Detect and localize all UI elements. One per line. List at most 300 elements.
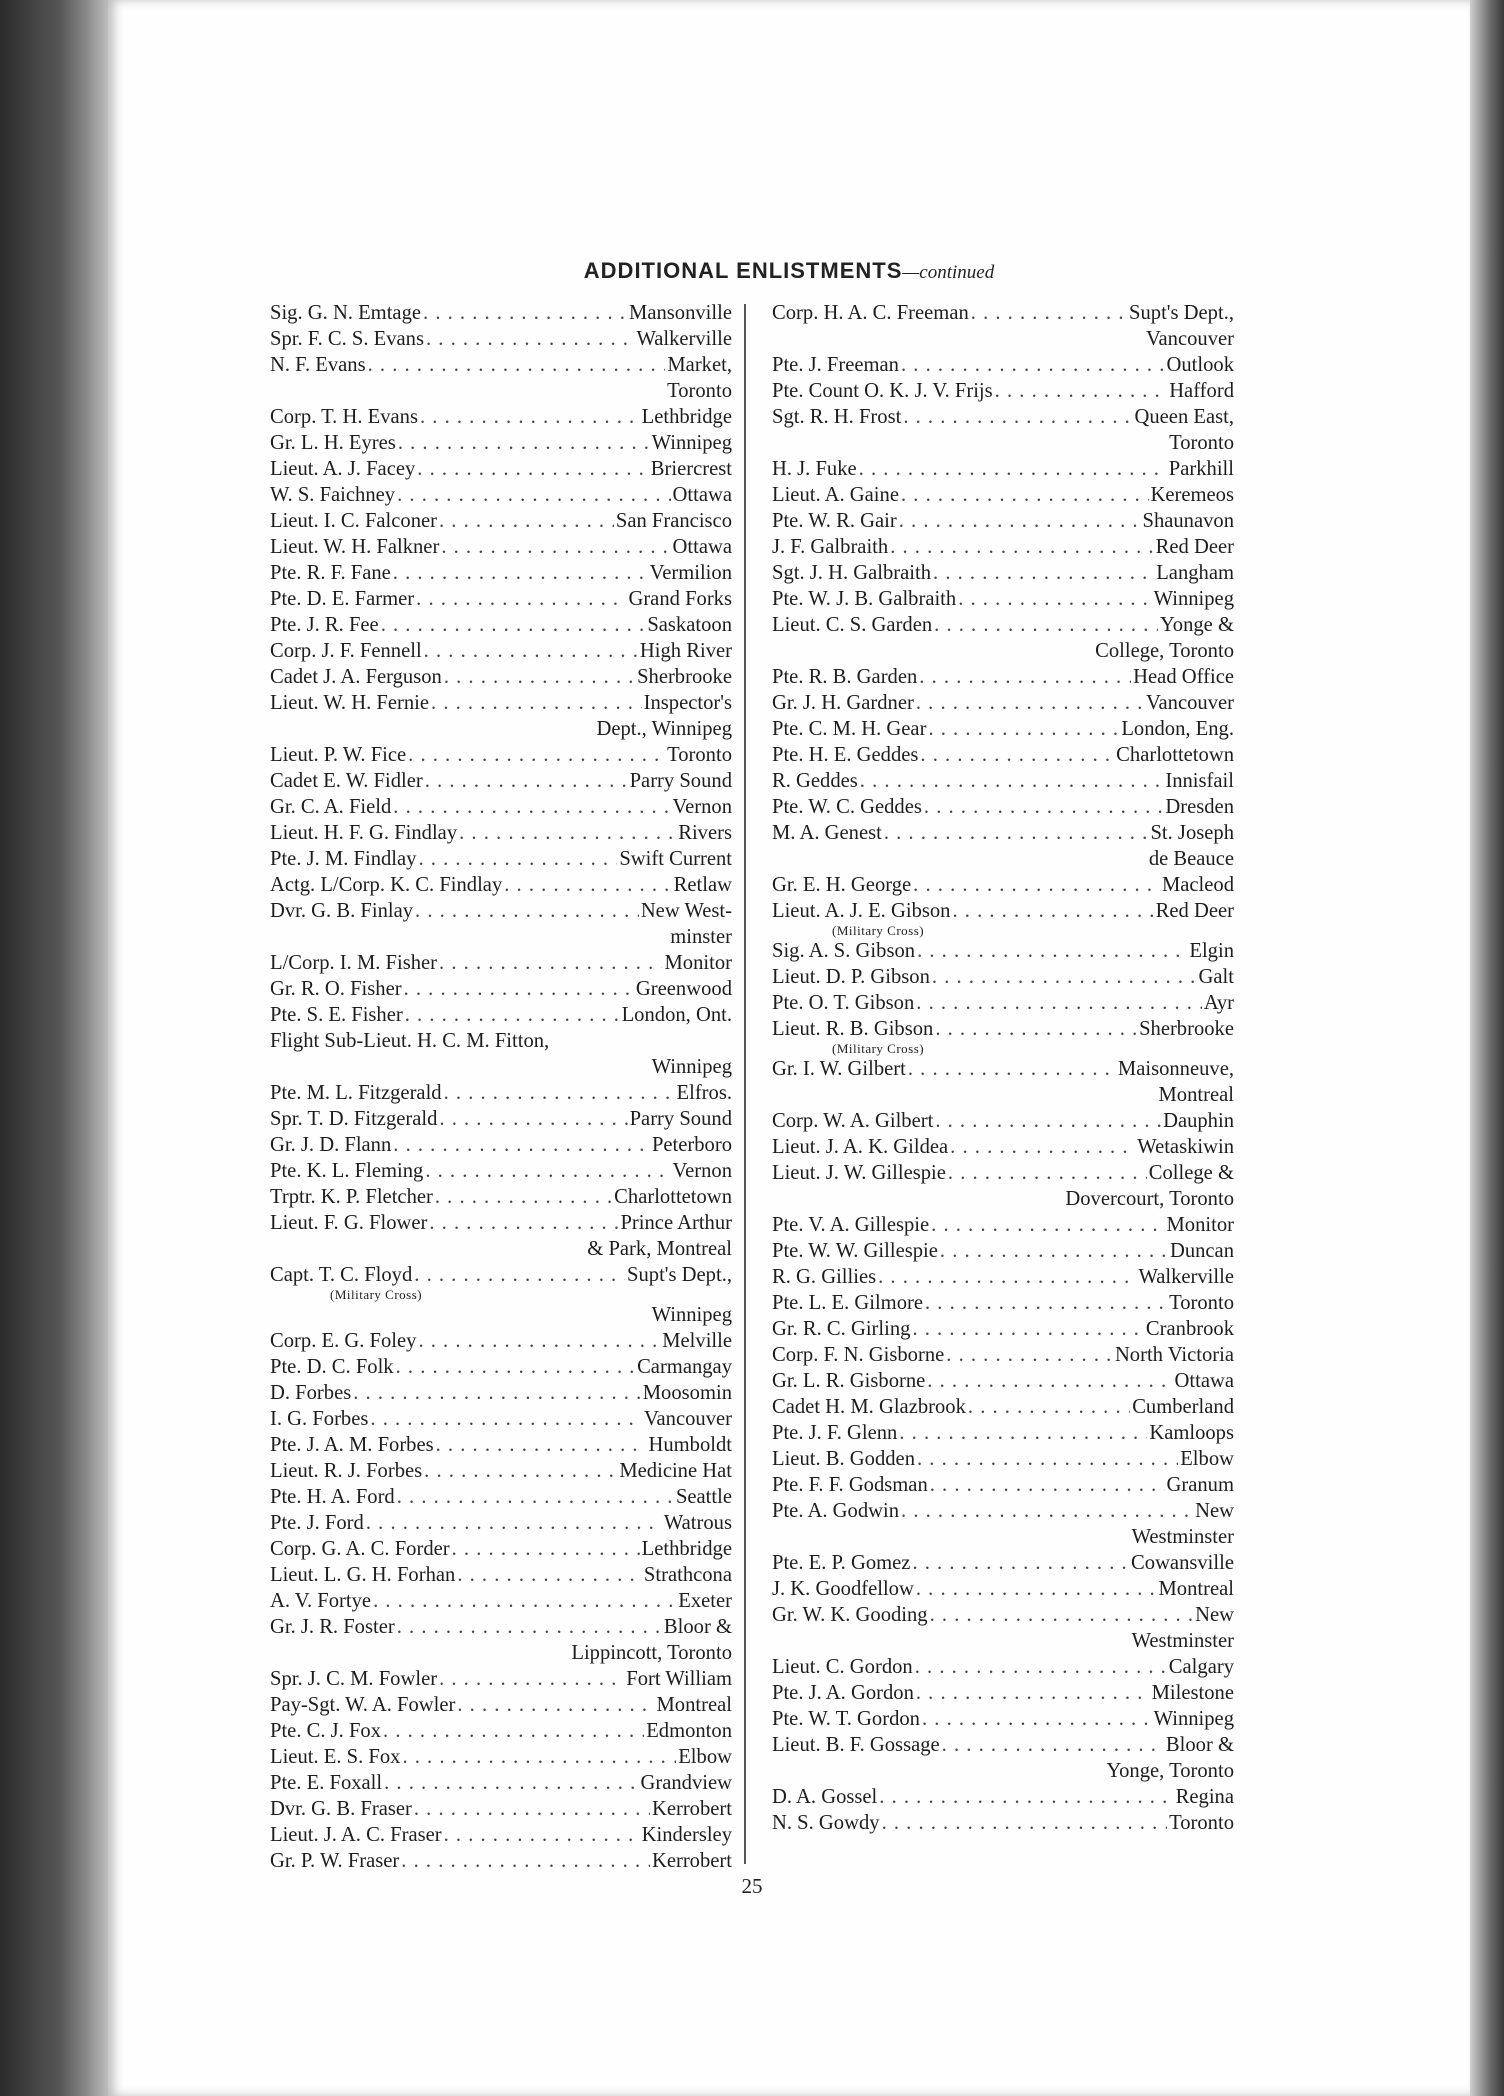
entry-name: Pte. J. A. Gordon [772,1682,914,1704]
leader-dots [420,404,640,430]
entry-name: Lieut. C. S. Garden [772,614,933,636]
entry-name: Lieut. A. Gaine [772,484,899,506]
entry-name: Lieut. B. Godden [772,1448,915,1470]
entry-location: Monitor [664,952,732,974]
entry-location: Greenwood [635,978,732,1000]
entry-row [270,794,732,820]
leader-dots [353,1380,641,1406]
entry-location: Queen East, [1134,406,1234,428]
entry-location: Outlook [1166,354,1234,376]
leader-dots [935,1108,1161,1134]
enlistment-entry [270,1718,732,1744]
entry-row [772,508,1234,534]
enlistment-entry [270,1158,732,1184]
leader-dots [404,976,634,1002]
entry-name: Corp. F. N. Gisborne [772,1344,945,1366]
leader-dots [417,456,649,482]
entry-name: R. Geddes [772,770,858,792]
entry-location: Melville [662,1330,732,1352]
enlistment-entry [270,872,732,898]
entry-row [772,898,1234,924]
entry-name: Pte. D. C. Folk [270,1356,394,1378]
entry-row [772,716,1234,742]
entry-location: Innisfail [1165,770,1234,792]
entry-location: Shaunavon [1142,510,1234,532]
entry-name: Sig. A. S. Gibson [772,940,916,962]
entry-name: Cadet E. W. Fidler [270,770,423,792]
enlistment-entry [270,1184,732,1210]
entry-location: New [1195,1500,1234,1522]
entry-name: Actg. L/Corp. K. C. Findlay [270,874,503,896]
entry-row [270,534,732,560]
entry-location-continuation: Winnipeg [651,1056,732,1078]
entry-name: Trptr. K. P. Fletcher [270,1186,433,1208]
entry-row [772,768,1234,794]
enlistment-entry [772,1368,1234,1394]
entry-row [772,1238,1234,1264]
entry-location-continuation: Westminster [1131,1526,1234,1548]
entry-row [270,1666,732,1692]
entry-name: H. J. Fuke [772,458,857,480]
leader-dots [436,1432,647,1458]
entry-name: D. A. Gossel [772,1786,878,1808]
entry-name: Pte. C. M. H. Gear [772,718,927,740]
entry-name: Cadet J. A. Ferguson [270,666,442,688]
entry-row [772,1498,1234,1524]
entry-name: Pte. C. J. Fox [270,1720,382,1742]
entry-location: Elbow [1180,1448,1234,1470]
entry-location-continuation: Lippincott, Toronto [571,1642,732,1664]
entry-location: Calgary [1168,1656,1234,1678]
leader-dots [439,950,662,976]
entry-row [270,846,732,872]
enlistment-entry [772,1550,1234,1576]
entry-row [270,768,732,794]
entry-row [772,1446,1234,1472]
entry-location: Yonge & [1159,614,1234,636]
enlistment-entry [270,638,732,664]
entry-name: Pte. H. A. Ford [270,1486,395,1508]
entry-row [772,300,1234,326]
leader-dots [457,1692,654,1718]
enlistment-entry [270,820,732,846]
enlistment-entry [772,300,1234,352]
leader-dots [879,1784,1173,1810]
entry-location: Swift Current [619,848,732,870]
entry-row [772,964,1234,990]
entry-name: Gr. R. O. Fisher [270,978,402,1000]
leader-dots [932,964,1197,990]
entry-name: Lieut. R. B. Gibson [772,1018,934,1040]
enlistment-entry [270,1354,732,1380]
entry-row [270,560,732,586]
entry-row [772,872,1234,898]
entry-location: Vernon [672,796,732,818]
enlistment-entry [270,1432,732,1458]
leader-dots [426,326,634,352]
enlistment-entry [772,560,1234,586]
entry-location: College & [1148,1162,1234,1184]
entry-location: Red Deer [1155,900,1234,922]
entry-row [772,664,1234,690]
enlistment-entry [270,1796,732,1822]
enlistment-entry [270,1822,732,1848]
entry-location-continuation: & Park, Montreal [587,1238,732,1260]
leader-dots [930,1602,1194,1628]
entry-row [270,1536,732,1562]
entry-location: Sherbrooke [637,666,732,688]
entry-row [270,1080,732,1106]
enlistment-entry [772,1238,1234,1264]
entry-row [772,1602,1234,1628]
entry-location: New West- [640,900,732,922]
leader-dots [917,938,1187,964]
entry-name: Pte. J. M. Findlay [270,848,417,870]
entry-name: Pte. O. T. Gibson [772,992,915,1014]
page-right-edge [1470,0,1504,2096]
entry-row [772,1290,1234,1316]
entry-row [772,1654,1234,1680]
leader-dots [444,1822,640,1848]
entry-name: J. K. Goodfellow [772,1578,914,1600]
entry-name: Lieut. F. G. Flower [270,1212,428,1234]
entry-row [270,1484,732,1510]
enlistment-entry [270,950,732,976]
book-binding-edge [0,0,108,2096]
entry-row [270,690,732,716]
entry-row [270,482,732,508]
entry-location-continuation: Toronto [667,380,732,402]
enlistment-entry [270,482,732,508]
entry-row [772,1368,1234,1394]
enlistment-entry [772,742,1234,768]
leader-dots [415,898,639,924]
entry-location: Kerrobert [651,1798,732,1820]
entry-location-continuation: Yonge, Toronto [1106,1760,1234,1782]
enlistment-entry [772,534,1234,560]
enlistment-entry [270,508,732,534]
entry-name: Gr. I. W. Gilbert [772,1058,906,1080]
enlistment-entry [270,456,732,482]
enlistment-entry [772,1342,1234,1368]
entry-row [270,976,732,1002]
entry-name: Pte. K. L. Fleming [270,1160,424,1182]
entry-location: Vernon [672,1160,732,1182]
leader-dots [971,300,1127,326]
entry-name: Pte. L. E. Gilmore [772,1292,923,1314]
leader-dots [899,508,1141,534]
entry-row [772,1108,1234,1134]
leader-dots [968,1394,1130,1420]
entry-award-note: (Military Cross) [832,923,925,938]
entry-name: I. G. Forbes [270,1408,369,1430]
entry-row [772,794,1234,820]
enlistment-entry [270,1080,732,1106]
entry-row [772,378,1234,404]
entry-row [270,1614,732,1640]
entry-name: Cadet H. M. Glazbrook [772,1396,966,1418]
entry-row [772,1784,1234,1810]
entry-location: Lethbridge [641,1538,732,1560]
entry-location-continuation: College, Toronto [1095,640,1234,662]
leader-dots [429,1210,618,1236]
leader-dots [435,1184,612,1210]
leader-dots [439,1106,627,1132]
entry-name: Lieut. P. W. Fice [270,744,407,766]
entry-name: Sig. G. N. Emtage [270,302,422,324]
leader-dots [393,794,670,820]
entry-row [270,1718,732,1744]
entry-row [270,1458,732,1484]
entry-row [270,352,732,378]
entry-name: Gr. E. H. George [772,874,912,896]
entry-name: N. S. Gowdy [772,1812,880,1834]
entry-row [270,612,732,638]
enlistment-entry [270,1484,732,1510]
enlistment-entry [772,1472,1234,1498]
leader-dots [931,1212,1164,1238]
entry-location: Ottawa [672,484,732,506]
entry-row [270,1796,732,1822]
entry-location: St. Joseph [1150,822,1234,844]
entry-location: Elgin [1189,940,1234,962]
leader-dots [935,1016,1137,1042]
entry-name: Dvr. G. B. Finlay [270,900,414,922]
entry-row [772,482,1234,508]
entry-row [270,1770,732,1796]
enlistment-entry [772,1394,1234,1420]
entry-row [270,1028,732,1054]
entry-location: Bloor & [1165,1734,1234,1756]
entry-location: Humboldt [648,1434,732,1456]
entry-name: Pte. W. W. Gillespie [772,1240,938,1262]
entry-location: Kamloops [1149,1422,1234,1444]
leader-dots [901,352,1165,378]
leader-dots [366,1510,662,1536]
entry-name: Pte. J. Freeman [772,354,899,376]
entry-name: Gr. W. K. Gooding [772,1604,928,1626]
entry-location: Rivers [678,822,732,844]
entry-row [270,1744,732,1770]
entry-location-continuation: Dept., Winnipeg [596,718,732,740]
entry-row [772,1420,1234,1446]
leader-dots [920,742,1114,768]
enlistment-entry [270,1210,732,1262]
enlistment-entry [270,1692,732,1718]
enlistment-entry [772,1446,1234,1472]
leader-dots [878,1264,1136,1290]
enlistment-entry [772,1290,1234,1316]
entry-name: Corp. W. A. Gilbert [772,1110,934,1132]
entry-name: R. G. Gillies [772,1266,877,1288]
leader-dots [397,1614,662,1640]
enlistment-entry [270,1562,732,1588]
enlistment-entry [772,482,1234,508]
entry-row [270,1406,732,1432]
entry-row [772,1810,1234,1836]
enlistment-entry [772,1706,1234,1732]
entry-location: Charlottetown [614,1186,732,1208]
enlistment-entry [270,1458,732,1484]
leader-dots [383,1718,644,1744]
enlistment-entry [772,938,1234,964]
leader-dots [402,1744,676,1770]
entry-location: Duncan [1169,1240,1234,1262]
entry-row [270,820,732,846]
enlistment-entry [270,1588,732,1614]
leader-dots [457,1562,642,1588]
entry-location: North Victoria [1114,1344,1234,1366]
entry-name: L/Corp. I. M. Fisher [270,952,438,974]
entry-row [270,1588,732,1614]
entry-location: Regina [1175,1786,1234,1808]
entry-name: Lieut. A. J. Facey [270,458,416,480]
leader-dots [952,898,1153,924]
entry-row [270,742,732,768]
leader-dots [916,1680,1150,1706]
enlistment-entry [270,1536,732,1562]
entry-row [772,990,1234,1016]
entry-row [270,300,732,326]
entry-name: Gr. R. C. Girling [772,1318,911,1340]
enlistment-entry [772,990,1234,1016]
entry-name: Pte. V. A. Gillespie [772,1214,930,1236]
entry-name: Lieut. J. W. Gillespie [772,1162,946,1184]
leader-dots [908,1056,1116,1082]
entry-location: Peterboro [651,1134,732,1156]
entry-location: Vancouver [1145,692,1234,714]
entry-row [772,1706,1234,1732]
entry-row [772,1576,1234,1602]
entry-row [772,586,1234,612]
entry-row [772,1680,1234,1706]
enlistment-entry [270,326,732,352]
entry-location: Montreal [1158,1578,1234,1600]
entry-location: Kerrobert [651,1850,732,1872]
enlistment-entry [270,976,732,1002]
leader-dots [424,1458,617,1484]
entry-location: Edmonton [646,1720,732,1742]
leader-dots [922,1706,1152,1732]
entry-row [772,1342,1234,1368]
leader-dots [416,586,626,612]
page-number: 25 [741,1874,763,1898]
entry-row [772,404,1234,430]
leader-dots [899,1420,1147,1446]
entry-row [772,1550,1234,1576]
entry-location: Dresden [1165,796,1234,818]
right-column [772,300,1234,1836]
enlistment-entry [772,612,1234,664]
enlistment-entry [270,1406,732,1432]
leader-dots [408,742,665,768]
entry-location: Exeter [678,1590,732,1612]
leader-dots [942,1732,1164,1758]
enlistment-entry [772,1680,1234,1706]
entry-location-continuation: Dovercourt, Toronto [1065,1188,1234,1210]
enlistment-entry [270,1106,732,1132]
leader-dots [946,1342,1113,1368]
entry-name: Lieut. A. J. E. Gibson [772,900,951,922]
entry-name: Sgt. J. H. Galbraith [772,562,932,584]
entry-name: Pte. E. P. Gomez [772,1552,911,1574]
entry-location: Seattle [675,1486,732,1508]
entry-location: Winnipeg [1153,588,1234,610]
entry-row [772,534,1234,560]
leader-dots [950,1134,1135,1160]
enlistment-entry [772,1784,1234,1810]
enlistment-entry [270,586,732,612]
entry-location: Mansonville [629,302,732,324]
enlistment-entry [270,1666,732,1692]
entry-name: Corp. J. F. Fennell [270,640,422,662]
entry-name: Pte. W. T. Gordon [772,1708,920,1730]
entry-row [772,690,1234,716]
entry-row [270,1432,732,1458]
entry-name: Lieut. D. P. Gibson [772,966,930,988]
enlistment-entry [270,742,732,768]
enlistment-entry [270,560,732,586]
entry-name: Pte. M. L. Fitzgerald [270,1082,442,1104]
entry-location: Moosomin [642,1382,732,1404]
entry-location: Langham [1156,562,1234,584]
leader-dots [948,1160,1147,1186]
leader-dots [927,1368,1172,1394]
entry-location-continuation: Toronto [1169,432,1234,454]
enlistment-entry [772,378,1234,404]
entry-name: Gr. L. H. Eyres [270,432,396,454]
leader-dots [903,404,1132,430]
entry-name: Gr. L. R. Gisborne [772,1370,926,1392]
enlistment-entry [270,664,732,690]
entry-location: Grandview [640,1772,732,1794]
entry-location: London, Eng. [1121,718,1234,740]
entry-row [772,612,1234,638]
entry-row [772,1134,1234,1160]
entry-name: Pte. S. E. Fisher [270,1004,403,1026]
leader-dots [860,768,1164,794]
entry-location: Winnipeg [651,432,732,454]
entry-name: Pay-Sgt. W. A. Fowler [270,1694,456,1716]
entry-location: Walkerville [1138,1266,1234,1288]
entry-location: Hafford [1169,380,1234,402]
entry-row [270,326,732,352]
leader-dots [439,508,614,534]
enlistment-entry [772,1016,1234,1056]
leader-dots [916,1576,1157,1602]
leader-dots [368,352,666,378]
leader-dots [418,1328,660,1354]
heading-title: ADDITIONAL ENLISTMENTS [583,258,903,283]
leader-dots [925,1290,1167,1316]
entry-location: Market, [667,354,732,376]
enlistment-entry [772,768,1234,794]
enlistment-entry [772,1108,1234,1134]
entry-name: Gr. P. W. Fraser [270,1850,400,1872]
enlistment-entry [772,1160,1234,1212]
entry-location: Vermilion [649,562,732,584]
enlistment-entry [772,794,1234,820]
enlistment-entry [270,1132,732,1158]
entry-award-note: (Military Cross) [330,1287,423,1302]
entry-location: Maisonneuve, [1117,1058,1234,1080]
enlistment-entry [270,612,732,638]
entry-row [270,1692,732,1718]
entry-location: Milestone [1151,1682,1234,1704]
entry-row [270,950,732,976]
enlistment-entry [772,690,1234,716]
entry-name: Pte. H. E. Geddes [772,744,919,766]
